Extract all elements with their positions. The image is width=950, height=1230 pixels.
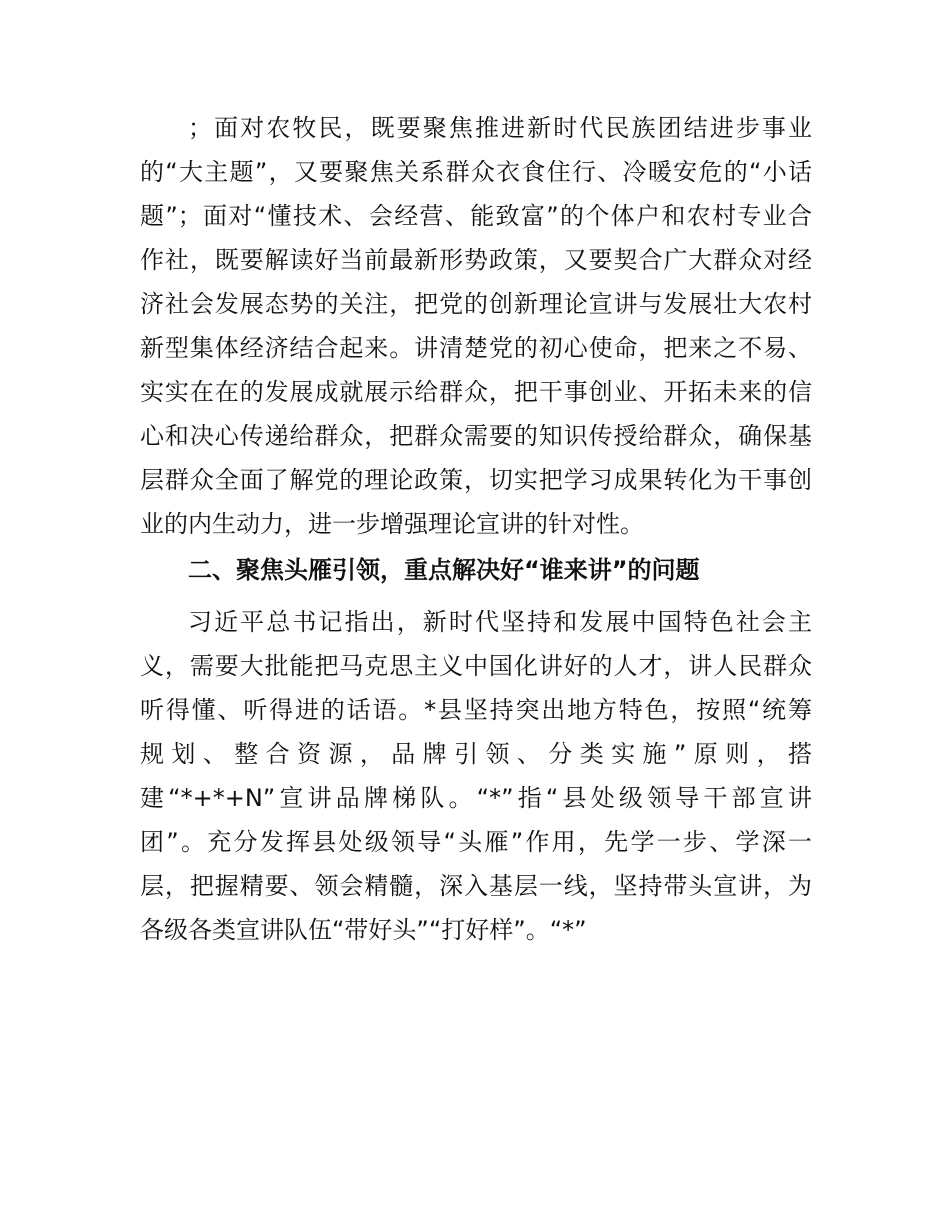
paragraph-line: 习近平总书记指出，新时代坚持和发展中国特色社会主 — [188, 608, 812, 636]
paragraph-line: 规划、整合资源，品牌引领、分类实施”原则，搭 — [140, 740, 812, 768]
paragraph-line: 的“大主题”，又要聚焦关系群众衣食住行、冷暖安危的“小话 — [140, 158, 812, 186]
paragraph-line: 各级各类宣讲队伍“带好头”“打好样”。“*” — [140, 916, 587, 944]
paragraph-line: 新型集体经济结合起来。讲清楚党的初心使命，把来之不易、 — [140, 334, 812, 362]
paragraph-line: 听得懂、听得进的话语。*县坚持突出地方特色，按照“统筹 — [140, 696, 812, 724]
section-heading: 二、聚焦头雁引领，重点解决好“谁来讲”的问题 — [188, 556, 700, 584]
paragraph-line: 题”；面对“懂技术、会经营、能致富”的个体户和农村专业合 — [140, 202, 812, 230]
paragraph-line: 作社，既要解读好当前最新形势政策，又要契合广大群众对经 — [140, 246, 812, 274]
paragraph-line: 团”。充分发挥县处级领导“头雁”作用，先学一步、学深一 — [140, 828, 812, 856]
paragraph-line: 心和决心传递给群众，把群众需要的知识传授给群众，确保基 — [140, 422, 812, 450]
paragraph-line: 层群众全面了解党的理论政策，切实把学习成果转化为干事创 — [140, 466, 812, 494]
paragraph-line: ；面对农牧民，既要聚焦推进新时代民族团结进步事业 — [188, 114, 812, 142]
paragraph-line: 建“*+*+N”宣讲品牌梯队。“*”指“县处级领导干部宣讲 — [140, 784, 812, 812]
paragraph-line: 实实在在的发展成就展示给群众，把干事创业、开拓未来的信 — [140, 378, 812, 406]
paragraph-line: 业的内生动力，进一步增强理论宣讲的针对性。 — [140, 510, 644, 538]
paragraph-line: 济社会发展态势的关注，把党的创新理论宣讲与发展壮大农村 — [140, 290, 812, 318]
paragraph-line: 义，需要大批能把马克思主义中国化讲好的人才，讲人民群众 — [140, 652, 812, 680]
paragraph-line: 层，把握精要、领会精髓，深入基层一线，坚持带头宣讲，为 — [140, 872, 812, 900]
